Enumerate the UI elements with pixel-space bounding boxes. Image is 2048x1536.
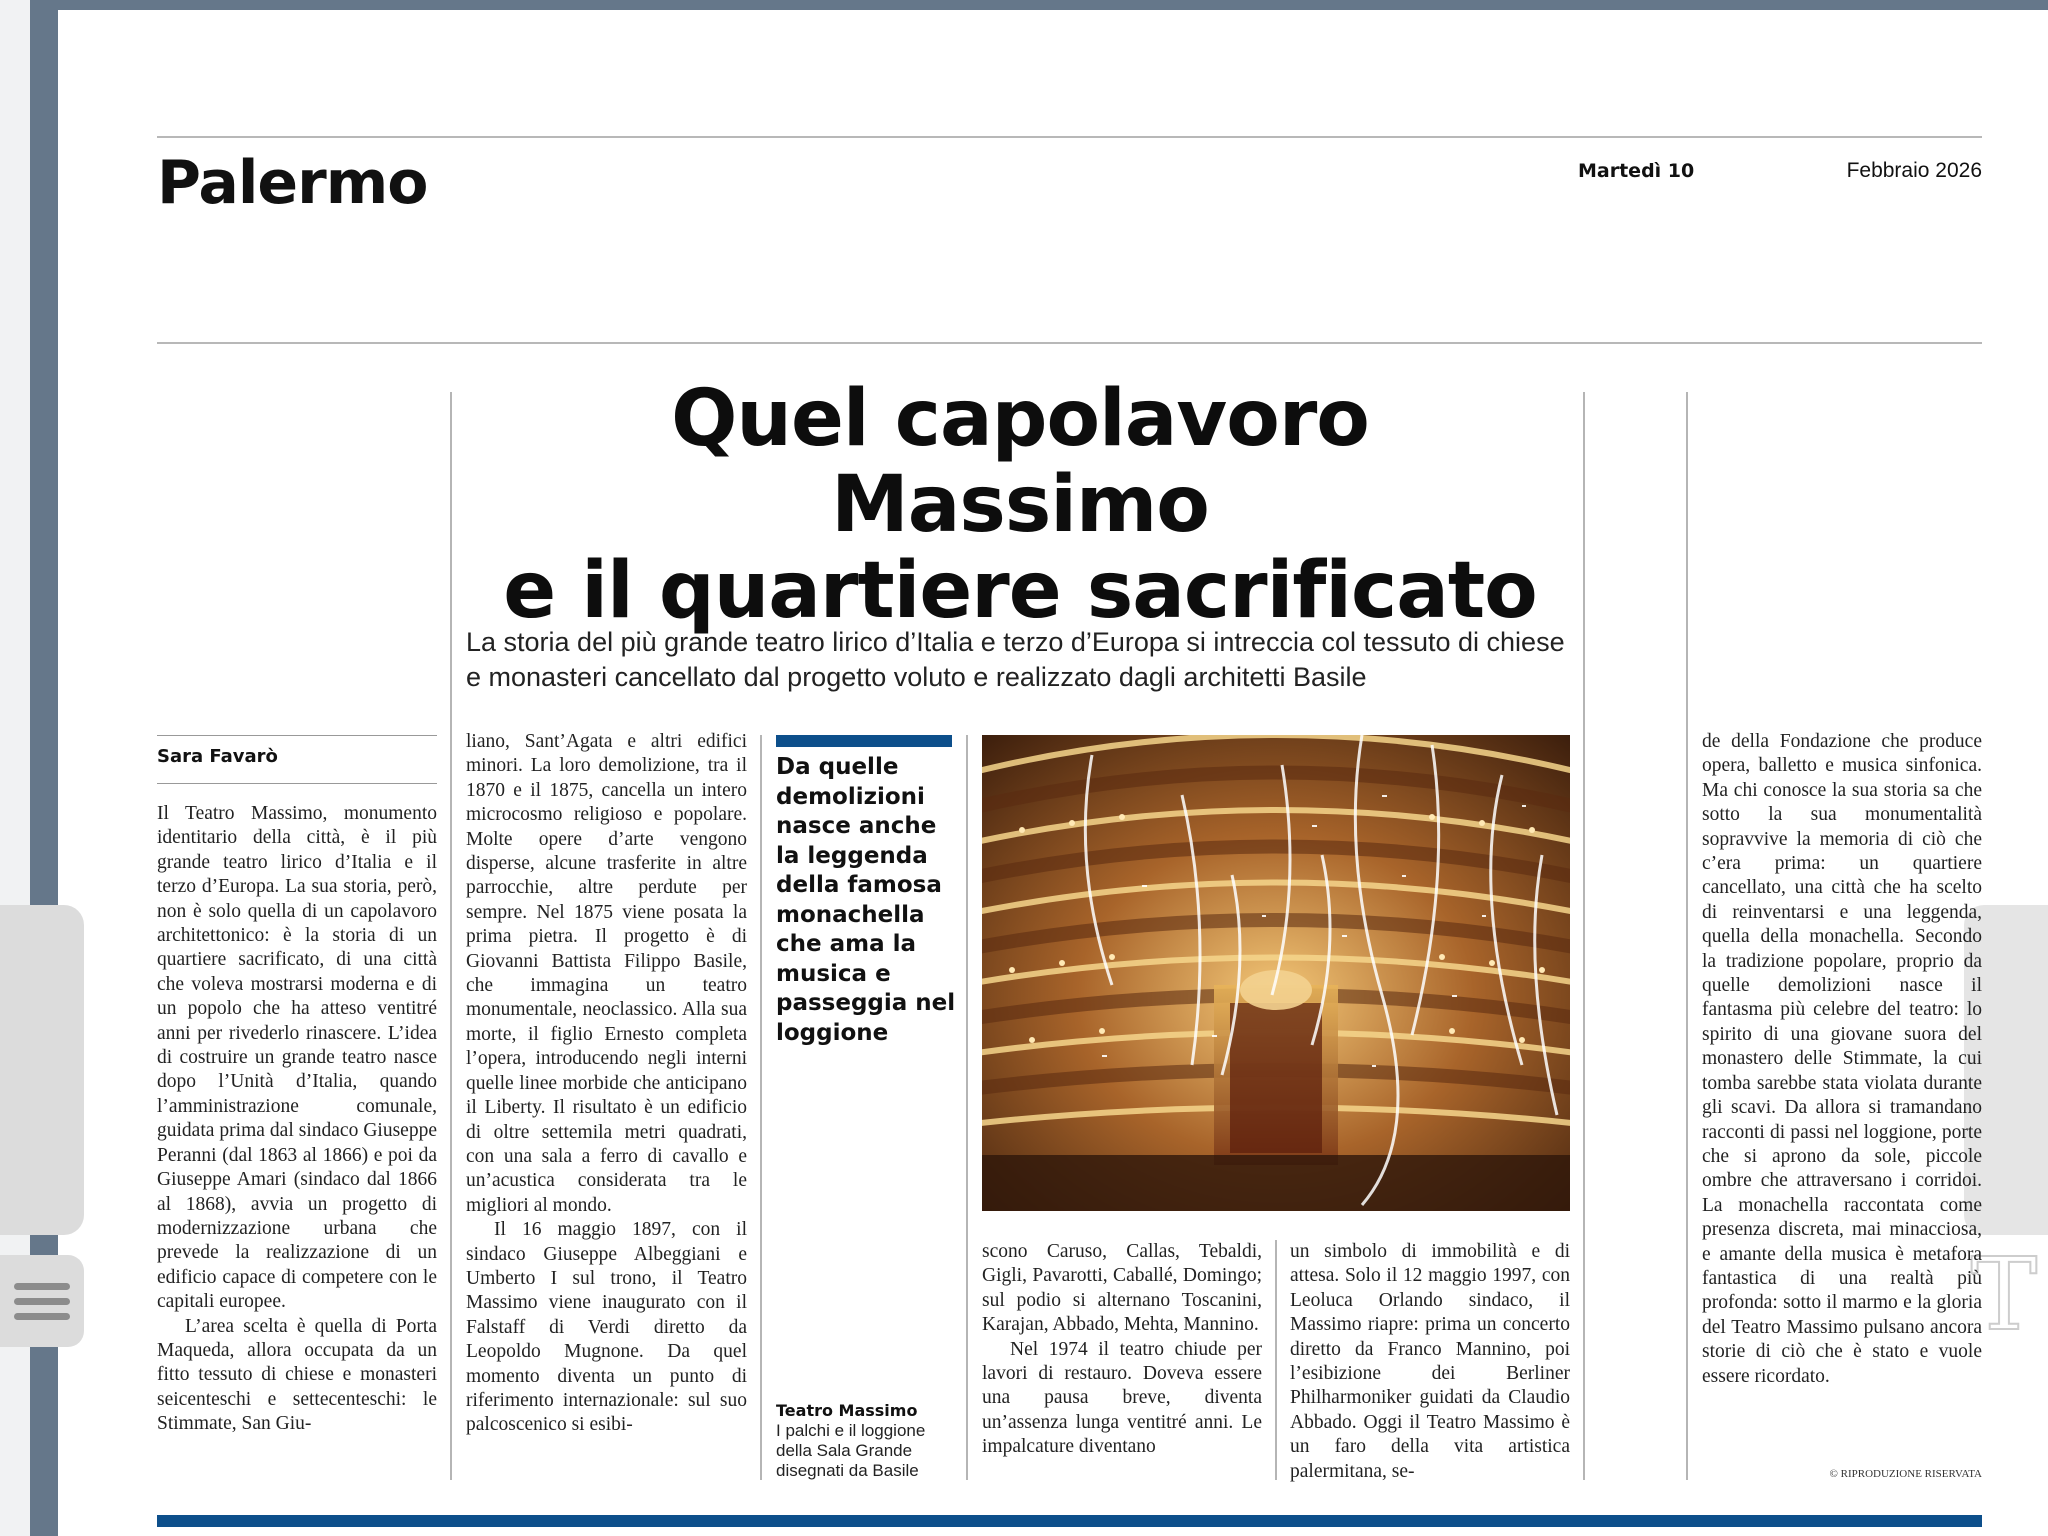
paragraph: de della Fondazione che produce opera, balletto e musica sinfonica. Ma chi conosce la sua storia sa che sotto la sua monumentalità sopravvive la memoria di ciò che c’era prima: un quartiere cancellato, una città che ha scelto di reinventarsi e una leggenda, quella della monachella. Secondo la tradizione popolare, proprio da quelle demolizioni nasce il fantasma più celebre del teatro: lo spirito di una giovane suora del monastero delle Stimmate, la cui tomba sarebbe stata violata durante gli scavi. Da allora si tramandano racconti di passi nel loggione, porte che si aprono da sole, piccole ombre che attraversano i corridoi. La monachella raccontata come presenza discreta, mai minacciosa, e amante della musica è metafora fantastica di una realtà più profonda: sotto il marmo e la gloria del Teatro Massimo pulsano ancora storie di ciò che è stato e vuole essere ricordato. <box>1702 731 1982 1387</box>
article-column-3 <box>982 1240 1262 1460</box>
previous-page-handle[interactable] <box>0 905 84 1235</box>
paragraph: L’area scelta è quella di Porta Maqueda, allora occupata da un fitto tessuto di chiese e monasteri seicenteschi e settecenteschi: le Stimmate, San Giu- <box>157 1315 437 1435</box>
paragraph: Il 16 maggio 1897, con il sindaco Giuseppe Albeggiani e Umberto I sul trono, il Teatro Massimo viene inaugurato con il Falstaff di Verdi diretto da Leopoldo Mugnone. Da quel momento diventa un punto di riferimento internazionale: sul suo palcoscenico si esibi- <box>466 1219 747 1436</box>
issue-month-year: Febbraio 2026 <box>1846 159 1982 182</box>
copyright-notice: © RIPRODUZIONE RISERVATA <box>1829 1468 1982 1480</box>
header-bottom-rule <box>157 342 1982 344</box>
section-title: Palermo <box>157 148 428 218</box>
menu-icon-line <box>14 1283 70 1290</box>
article-column-1 <box>157 802 437 1437</box>
photo-caption-text: I palchi e il loggione della Sala Grande disegnati da Basile <box>776 1421 926 1480</box>
headline-line-2: e il quartiere sacrificato <box>503 546 1537 636</box>
page-bottom-bar <box>157 1515 1982 1527</box>
column-rule <box>450 392 452 1480</box>
theatre-interior-photo <box>982 735 1570 1211</box>
column-rule <box>1275 1240 1277 1480</box>
paragraph: un simbolo di immobilità e di attesa. Solo il 12 maggio 1997, con Leoluca Orlando sindaco, il Massimo riapre: prima un concerto diretto da Franco Mannino, poi l’esibizione dei Berliner Philharmoniker guidati da Claudio Abbado. Oggi il Teatro Massimo è un faro della vita artistica palermitana, se- <box>1290 1241 1570 1482</box>
author-bottom-rule <box>157 783 437 784</box>
paragraph: Nel 1974 il teatro chiude per lavori di restauro. Doveva essere una pausa breve, diventa un’assenza lunga ventitré anni. Le impalcature diventano <box>982 1338 1262 1458</box>
author-byline: Sara Favarò <box>157 746 278 767</box>
photo-caption-title: Teatro Massimo <box>776 1401 918 1420</box>
menu-icon-line <box>14 1313 70 1320</box>
publisher-logo-icon[interactable]: T <box>1970 1236 2038 1353</box>
author-top-rule <box>157 735 437 736</box>
paragraph: scono Caruso, Callas, Tebaldi, Gigli, Pavarotti, Caballé, Domingo; sul podio si alternano Toscanini, Karajan, Abbado, Mehta, Mannino. <box>982 1241 1262 1336</box>
article-headline <box>470 376 1570 634</box>
pullquote-accent-bar <box>776 735 952 747</box>
article-column-2 <box>466 730 747 1438</box>
reader-menu-button[interactable] <box>0 1255 84 1347</box>
header-top-rule <box>157 136 1982 138</box>
pullquote: Da quelle demolizioni nasce anche la leggenda della famosa monachella che ama la musica e passeggia nel loggione <box>776 754 956 1046</box>
article-column-4 <box>1290 1240 1570 1484</box>
reader-top-bar <box>0 0 2048 10</box>
issue-day: Martedì 10 <box>1578 160 1695 182</box>
column-rule <box>1583 392 1585 1480</box>
column-rule <box>760 735 762 1480</box>
headline-line-1: Quel capolavoro Massimo <box>671 374 1369 550</box>
column-rule <box>966 735 968 1480</box>
article-subtitle: La storia del più grande teatro lirico d’Italia e terzo d’Europa si intreccia col tessuto di chiese e monasteri cancellato dal progetto voluto e realizzato dagli architetti Basile <box>466 627 1565 692</box>
menu-icon-line <box>14 1298 70 1305</box>
article-column-5 <box>1702 730 1982 1389</box>
column-rule <box>1686 392 1688 1480</box>
paragraph: liano, Sant’Agata e altri edifici minori. La loro demolizione, tra il 1870 e il 1875, cancella un intero microcosmo religioso e popolare. Molte opere d’arte vengono disperse, alcune trasferite in altre parrocchie, altre perdute per sempre. Nel 1875 viene posata la prima pietra. Il progetto è di Giovanni Battista Filippo Basile, che immagina un teatro monumentale, neoclassico. Alla sua morte, il figlio Ernesto completa l’opera, introducendo negli interni quelle linee morbide che anticipano il Liberty. Il risultato è un edificio di oltre settemila metri quadrati, con una sala a ferro di cavallo e un’acustica considerata tra le migliori al mondo. <box>466 731 747 1216</box>
paragraph: Il Teatro Massimo, monumento identitario della città, è il più grande teatro lirico d’Italia e il terzo d’Europa. La sua storia, però, non è solo quella di un capolavoro architettonico: è la storia di un quartiere sacrificato, di una città che voleva mostrarsi moderna e di un popolo che ha atteso ventitré anni per rivederlo rinascere. L’idea di costruire un grande teatro nasce dopo l’Unità d’Italia, quando l’amministrazione comunale, guidata prima dal sindaco Giuseppe Peranni (dal 1863 al 1866) e poi da Giuseppe Amari (sindaco dal 1866 al 1868), avvia un progetto di modernizzazione urbana che prevede la realizzazione di un edificio capace di competere con le capitali europee. <box>157 803 437 1313</box>
